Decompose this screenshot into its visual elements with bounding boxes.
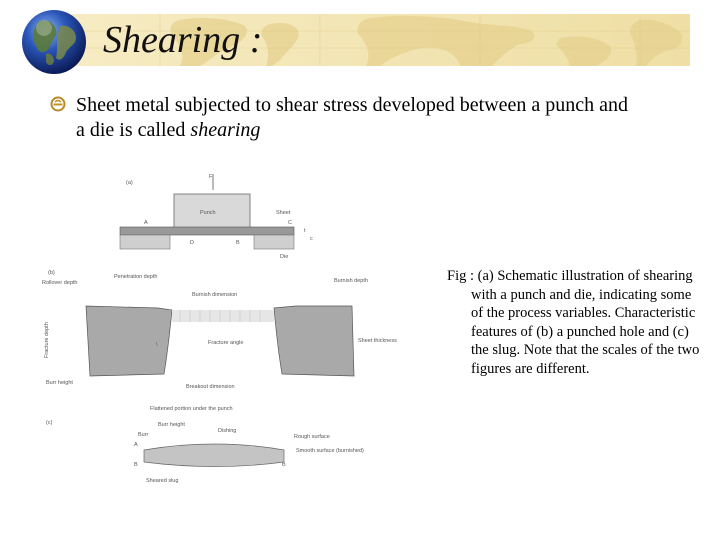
hole-gap xyxy=(172,310,274,322)
fracture-angle-label: Fracture angle xyxy=(208,340,244,346)
bullet-emphasis: shearing xyxy=(190,119,261,141)
rough-surface-label: Rough surface xyxy=(294,434,330,440)
burnish-dimension-label: Burnish dimension xyxy=(192,292,238,298)
sheet xyxy=(120,227,294,235)
globe-icon xyxy=(20,8,88,76)
label-a-B: B xyxy=(236,240,240,246)
dishing-label: Dishing xyxy=(218,428,237,434)
force-label: F xyxy=(209,174,213,180)
die-left xyxy=(120,235,170,249)
label-a-C: C xyxy=(288,220,292,226)
burr-label: Burr xyxy=(138,432,149,438)
slug xyxy=(144,444,284,467)
sheared-slug-label: Sheared slug xyxy=(146,478,179,484)
flattened-portion-label: Flattened portion under the punch xyxy=(150,406,233,412)
shearing-figure xyxy=(40,170,402,492)
label-a-t: t xyxy=(304,228,306,234)
backslash-mark: \ xyxy=(156,342,158,348)
sheet-thickness-label: Sheet thickness xyxy=(358,338,397,344)
bullet-body: Sheet metal subjected to shear stress developed between a punch and a die is called xyxy=(76,94,629,141)
bullet-text xyxy=(76,93,636,143)
label-c-A: A xyxy=(134,442,138,448)
smooth-surface-label: Smooth surface (burnished) xyxy=(296,448,364,454)
burr-height-label: Burr height xyxy=(46,380,73,386)
label-c-B2: B xyxy=(282,462,286,468)
bullet-icon xyxy=(50,96,66,112)
burnish-depth-label: Burnish depth xyxy=(334,278,368,284)
label-c-B: B xyxy=(134,462,138,468)
label-a-D: D xyxy=(190,240,194,246)
fracture-depth-label: Fracture depth xyxy=(44,322,50,358)
figure-caption: Fig : (a) Schematic illustration of shearing with a punch and die, indicating some of the process variables. Characteristic features of (b) a punched hole and (c) the slug. Note that the scales of the two figures are different. xyxy=(447,268,700,377)
die-right xyxy=(254,235,294,249)
burr-height-c-label: Burr height xyxy=(158,422,185,428)
slide-title: Shearing : xyxy=(103,19,263,61)
die-label: Die xyxy=(280,254,289,260)
rollover-depth-label: Rollover depth xyxy=(42,280,78,286)
label-a-A: A xyxy=(144,220,148,226)
penetration-depth-label: Penetration depth xyxy=(114,274,158,280)
panel-a-label: (a) xyxy=(126,180,133,186)
sheet-right-section xyxy=(274,306,354,376)
panel-c-label: (c) xyxy=(46,420,53,426)
punch-label: Punch xyxy=(200,210,216,216)
breakout-dimension-label: Breakout dimension xyxy=(186,384,235,390)
panel-b-label: (b) xyxy=(48,270,55,276)
sheet-left-section xyxy=(86,306,172,376)
label-a-c: c xyxy=(310,236,313,242)
sheet-label: Sheet xyxy=(276,210,291,216)
